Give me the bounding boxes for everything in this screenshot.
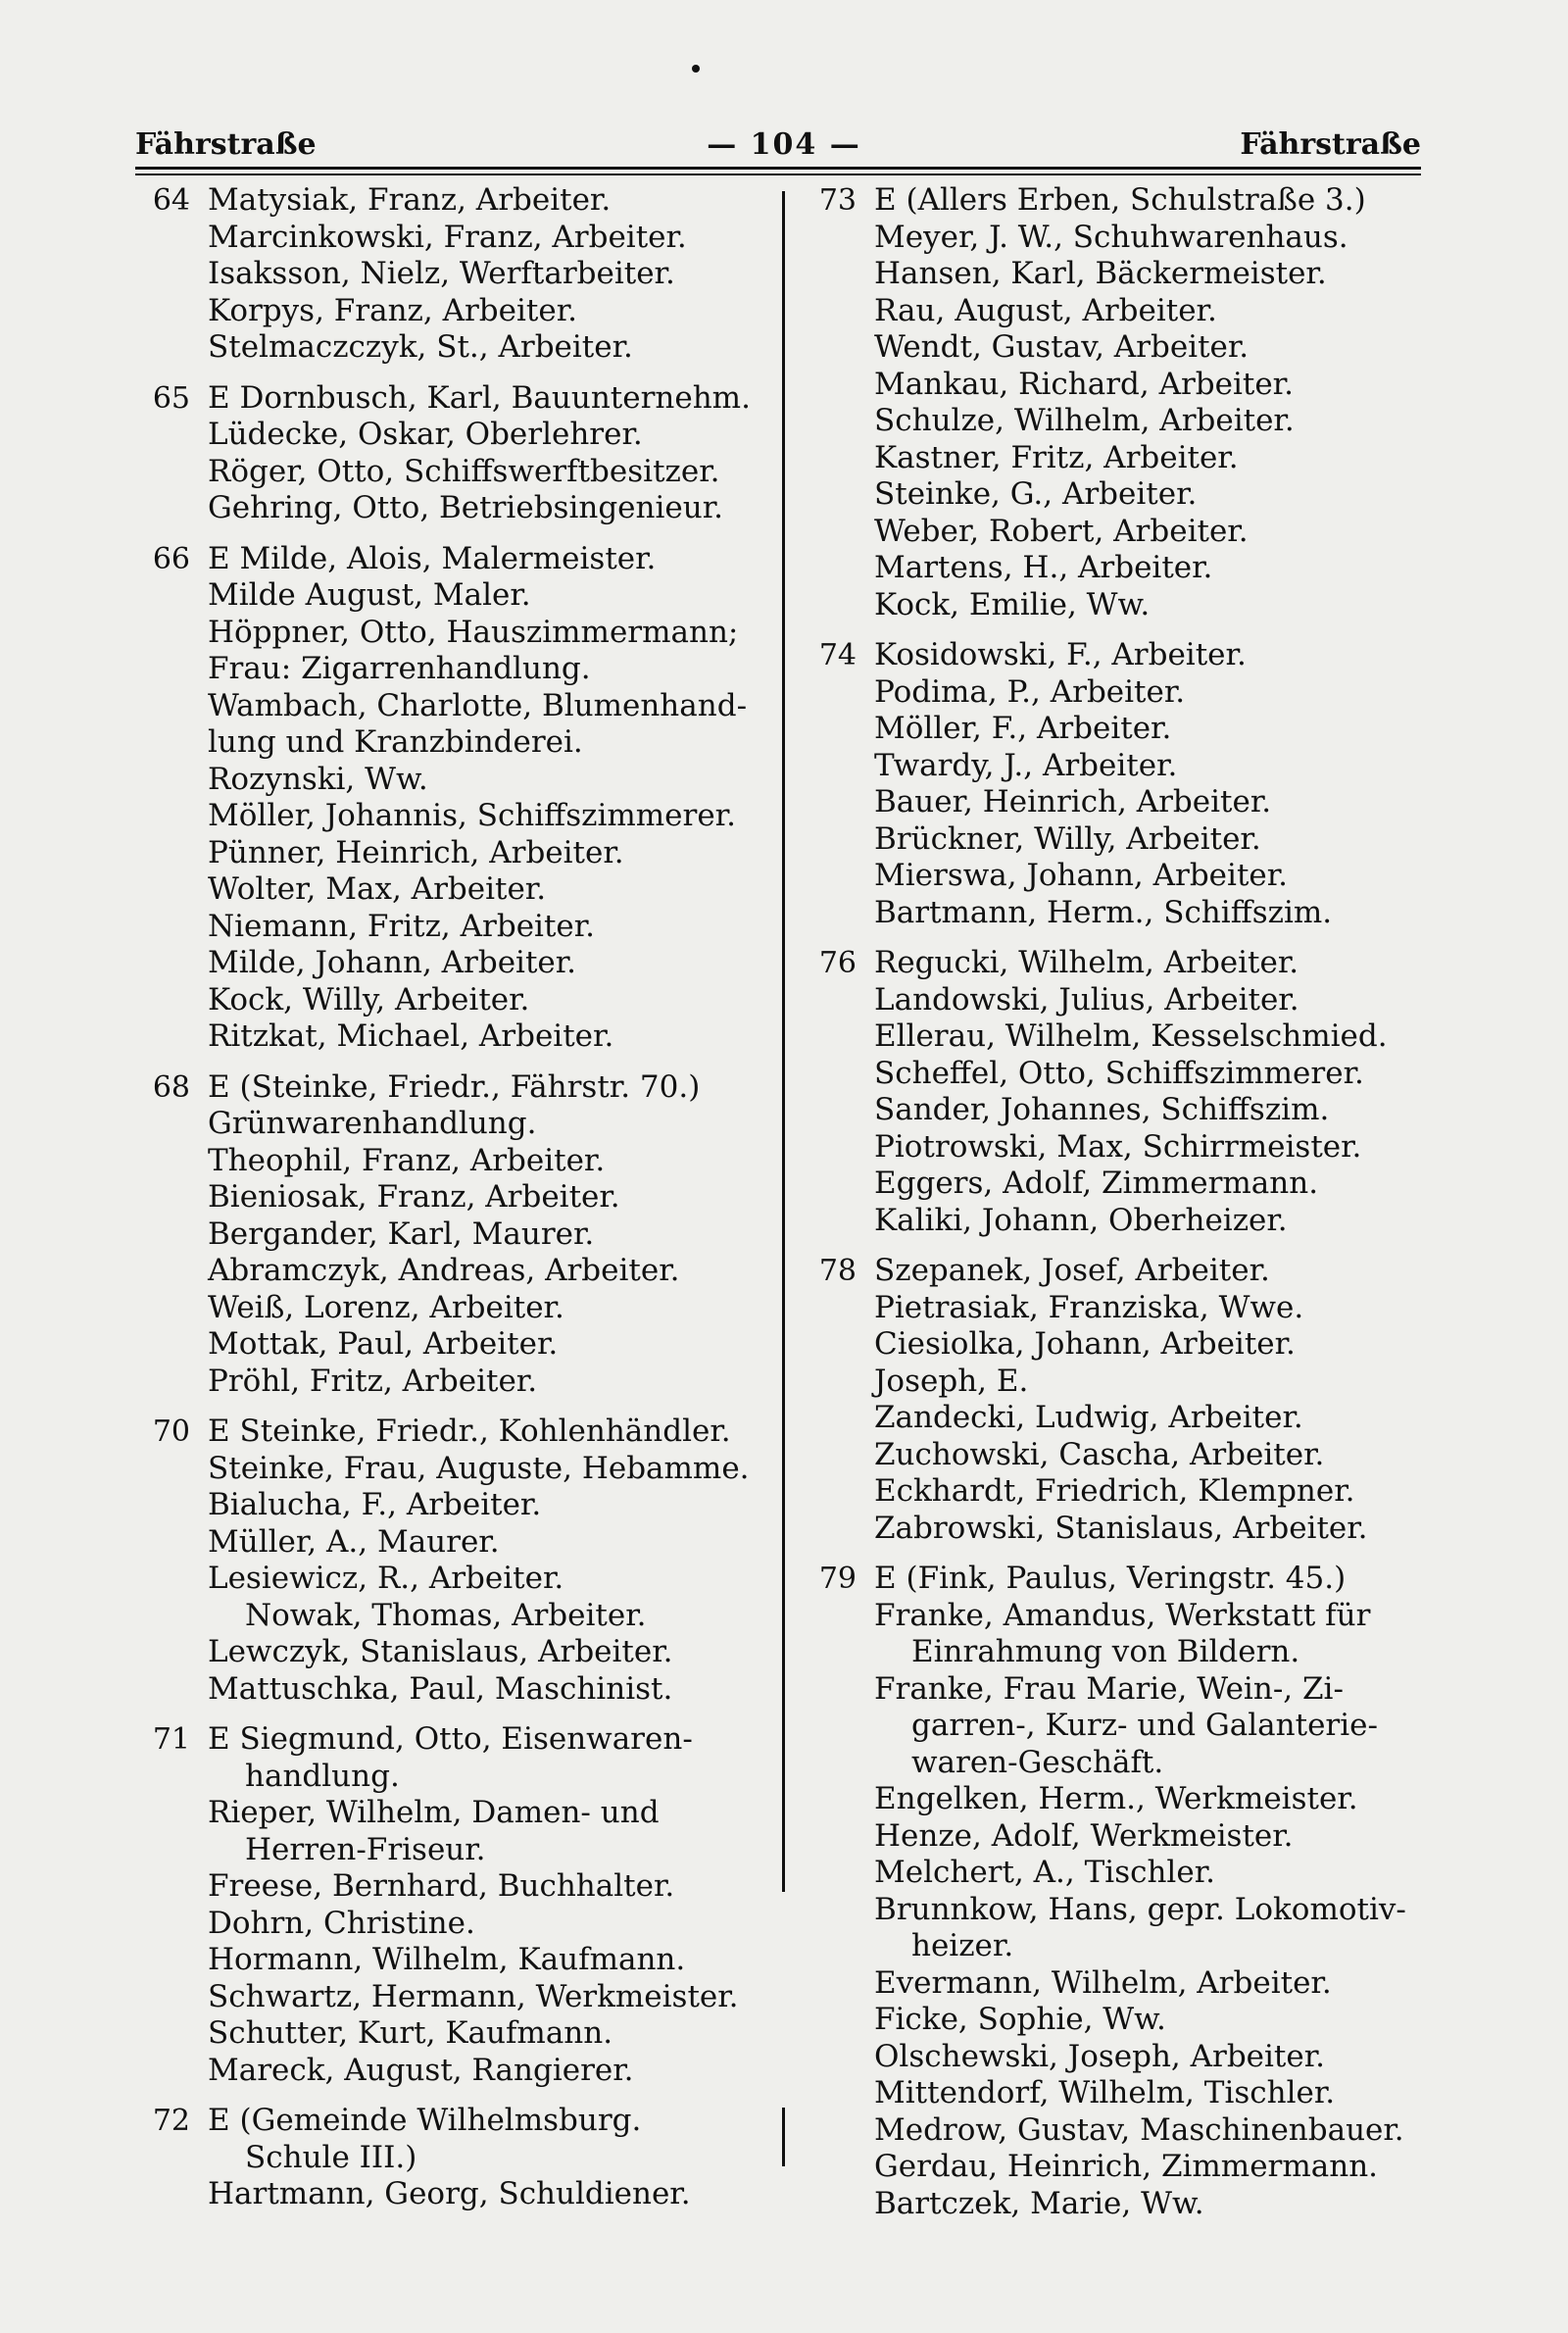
resident-line: Regucki, Wilhelm, Arbeiter. bbox=[874, 945, 1299, 980]
resident-line: Mattuschka, Paul, Maschinist. bbox=[208, 1670, 673, 1707]
resident-list bbox=[208, 2103, 772, 2213]
house-entry bbox=[802, 637, 1429, 931]
resident-line: Möller, Johannis, Schiffszimmerer. bbox=[208, 798, 736, 833]
resident-line: E Dornbusch, Karl, Bauunternehm. bbox=[208, 379, 751, 416]
resident-line: Freese, Bernhard, Buchhalter. bbox=[208, 1868, 675, 1904]
resident-line: Lüdecke, Oskar, Oberlehrer. bbox=[208, 417, 643, 452]
resident-line: Wolter, Max, Arbeiter. bbox=[208, 871, 547, 907]
resident-line: Bieniosak, Franz, Arbeiter. bbox=[208, 1179, 620, 1215]
resident-line: Dohrn, Christine. bbox=[208, 1905, 475, 1941]
house-entry bbox=[135, 1721, 772, 2089]
resident-line: Mankau, Richard, Arbeiter. bbox=[874, 366, 1294, 402]
resident-line: Hansen, Karl, Bäckermeister. bbox=[874, 256, 1327, 291]
resident-list bbox=[874, 1253, 1429, 1547]
resident-line: E Milde, Alois, Malermeister. bbox=[208, 540, 657, 576]
resident-line: Hormann, Wilhelm, Kaufmann. bbox=[208, 1942, 686, 1977]
resident-line: Einrahmung von Bildern. bbox=[911, 1634, 1300, 1669]
resident-line: Mittendorf, Wilhelm, Tischler. bbox=[874, 2075, 1336, 2110]
resident-line: Mierswa, Johann, Arbeiter. bbox=[874, 858, 1289, 893]
resident-line: Pünner, Heinrich, Arbeiter. bbox=[208, 834, 624, 870]
resident-line: Podima, P., Arbeiter. bbox=[874, 673, 1186, 710]
resident-line: Milde August, Maler. bbox=[208, 577, 531, 613]
resident-line: Röger, Otto, Schiffswerftbesitzer. bbox=[208, 453, 720, 489]
resident-line: Landowski, Julius, Arbeiter. bbox=[874, 981, 1299, 1018]
resident-line: Pröhl, Fritz, Arbeiter. bbox=[208, 1363, 538, 1399]
resident-line: Zandecki, Ludwig, Arbeiter. bbox=[874, 1400, 1303, 1435]
resident-line: Hartmann, Georg, Schuldiener. bbox=[208, 2176, 691, 2211]
resident-line: E Siegmund, Otto, Eisenwaren- bbox=[208, 1721, 693, 1757]
resident-line: Abramczyk, Andreas, Arbeiter. bbox=[208, 1253, 680, 1288]
house-entry bbox=[135, 1069, 772, 1401]
resident-line: Stelmaczczyk, St., Arbeiter. bbox=[208, 329, 633, 365]
header-rule bbox=[135, 167, 1421, 170]
house-number: 72 bbox=[152, 2104, 190, 2138]
resident-list bbox=[874, 182, 1429, 623]
house-entry bbox=[135, 380, 772, 527]
resident-line: Rau, August, Arbeiter. bbox=[874, 292, 1217, 328]
resident-line: Joseph, E. bbox=[874, 1363, 1029, 1399]
house-number: 70 bbox=[152, 1415, 190, 1449]
house-entry bbox=[135, 541, 772, 1056]
resident-list bbox=[874, 1561, 1429, 2222]
resident-line: waren-Geschäft. bbox=[911, 1744, 1164, 1780]
house-entry bbox=[135, 1414, 772, 1708]
house-number: 76 bbox=[818, 946, 857, 980]
resident-line: Theophil, Franz, Arbeiter. bbox=[208, 1142, 606, 1178]
resident-line: Melchert, A., Tischler. bbox=[874, 1855, 1215, 1890]
resident-line: Ritzkat, Michael, Arbeiter. bbox=[208, 1018, 614, 1054]
resident-line: Franke, Amandus, Werkstatt für bbox=[874, 1597, 1371, 1633]
resident-line: Brunnkow, Hans, gepr. Lokomotiv- bbox=[874, 1891, 1406, 1927]
resident-list bbox=[208, 1721, 772, 2089]
resident-line: Kastner, Fritz, Arbeiter. bbox=[874, 439, 1239, 475]
house-entry bbox=[135, 2103, 772, 2213]
resident-line: Szepanek, Josef, Arbeiter. bbox=[874, 1253, 1270, 1288]
resident-list bbox=[208, 1414, 772, 1708]
resident-line: Kaliki, Johann, Oberheizer. bbox=[874, 1202, 1288, 1238]
resident-list bbox=[208, 541, 772, 1056]
resident-line: E (Gemeinde Wilhelmsburg. bbox=[208, 2103, 642, 2138]
resident-line: Höppner, Otto, Hauszimmermann; bbox=[208, 614, 739, 650]
resident-line: Ellerau, Wilhelm, Kesselschmied. bbox=[874, 1018, 1388, 1054]
resident-line: Pietrasiak, Franziska, Wwe. bbox=[874, 1289, 1304, 1325]
resident-line: E (Fink, Paulus, Veringstr. 45.) bbox=[874, 1561, 1347, 1596]
resident-line: Schule III.) bbox=[245, 2139, 417, 2175]
page-number: — 104 — bbox=[707, 127, 861, 162]
house-entry bbox=[135, 182, 772, 367]
resident-line: Wendt, Gustav, Arbeiter. bbox=[874, 329, 1250, 365]
resident-line: Martens, H., Arbeiter. bbox=[874, 550, 1213, 585]
resident-line: Bauer, Heinrich, Arbeiter. bbox=[874, 784, 1272, 819]
resident-line: Schwartz, Hermann, Werkmeister. bbox=[208, 1978, 739, 2014]
resident-line: Matysiak, Franz, Arbeiter. bbox=[208, 182, 612, 218]
resident-line: Weiß, Lorenz, Arbeiter. bbox=[208, 1289, 564, 1325]
house-number: 64 bbox=[152, 183, 190, 218]
resident-line: E Steinke, Friedr., Kohlenhändler. bbox=[208, 1414, 731, 1449]
resident-line: Eckhardt, Friedrich, Klempner. bbox=[874, 1473, 1355, 1509]
resident-line: Niemann, Fritz, Arbeiter. bbox=[208, 908, 596, 944]
house-entry bbox=[802, 1561, 1429, 2222]
house-number: 78 bbox=[818, 1254, 857, 1288]
resident-line: Meyer, J. W., Schuhwarenhaus. bbox=[874, 219, 1348, 255]
resident-line: Zuchowski, Cascha, Arbeiter. bbox=[874, 1436, 1325, 1472]
left-column bbox=[135, 182, 772, 2227]
resident-line: Piotrowski, Max, Schirrmeister. bbox=[874, 1128, 1362, 1165]
resident-line: E (Allers Erben, Schulstraße 3.) bbox=[874, 182, 1366, 218]
header-street-left: Fährstraße bbox=[135, 127, 317, 162]
resident-line: Gerdau, Heinrich, Zimmermann. bbox=[874, 2149, 1379, 2184]
resident-line: Weber, Robert, Arbeiter. bbox=[874, 513, 1249, 549]
header-street-right: Fährstraße bbox=[1240, 127, 1421, 162]
column-divider bbox=[782, 191, 785, 1892]
resident-line: Kock, Emilie, Ww. bbox=[874, 586, 1151, 622]
resident-line: Engelken, Herm., Werkmeister. bbox=[874, 1781, 1358, 1816]
house-entry bbox=[802, 945, 1429, 1239]
resident-line: Milde, Johann, Arbeiter. bbox=[208, 945, 577, 980]
resident-line: Twardy, J., Arbeiter. bbox=[874, 747, 1178, 783]
resident-line: Olschewski, Joseph, Arbeiter. bbox=[874, 2038, 1326, 2074]
house-entry bbox=[802, 1253, 1429, 1547]
house-number: 66 bbox=[152, 541, 190, 576]
house-entry bbox=[802, 182, 1429, 623]
resident-line: Korpys, Franz, Arbeiter. bbox=[208, 292, 577, 328]
resident-line: Steinke, G., Arbeiter. bbox=[874, 476, 1198, 512]
resident-line: Eggers, Adolf, Zimmermann. bbox=[874, 1166, 1319, 1201]
resident-line: E (Steinke, Friedr., Fährstr. 70.) bbox=[208, 1068, 701, 1105]
resident-list bbox=[208, 182, 772, 367]
house-number: 68 bbox=[152, 1069, 190, 1105]
resident-line: Kosidowski, F., Arbeiter. bbox=[874, 637, 1247, 672]
resident-list bbox=[874, 945, 1429, 1239]
resident-line: heizer. bbox=[911, 1928, 1014, 1963]
resident-line: Bialucha, F., Arbeiter. bbox=[208, 1487, 542, 1522]
resident-line: Gehring, Otto, Betriebsingenieur. bbox=[208, 490, 723, 525]
resident-line: Henze, Adolf, Werkmeister. bbox=[874, 1817, 1294, 1854]
resident-line: Herren-Friseur. bbox=[245, 1831, 486, 1867]
header-rule-thin bbox=[135, 174, 1421, 175]
resident-line: Mottak, Paul, Arbeiter. bbox=[208, 1326, 559, 1362]
print-dot bbox=[692, 65, 700, 73]
resident-line: Müller, A., Maurer. bbox=[208, 1523, 500, 1560]
resident-line: Bergander, Karl, Maurer. bbox=[208, 1216, 595, 1252]
resident-line: Rozynski, Ww. bbox=[208, 761, 428, 797]
resident-line: Steinke, Frau, Auguste, Hebamme. bbox=[208, 1450, 750, 1486]
resident-line: Rieper, Wilhelm, Damen- und bbox=[208, 1795, 660, 1830]
resident-line: Möller, F., Arbeiter. bbox=[874, 711, 1172, 746]
resident-line: Ficke, Sophie, Ww. bbox=[874, 2002, 1166, 2037]
resident-line: Grünwarenhandlung. bbox=[208, 1106, 537, 1141]
house-number: 79 bbox=[818, 1562, 857, 1596]
resident-line: Schutter, Kurt, Kaufmann. bbox=[208, 2015, 613, 2051]
column-divider-lower bbox=[782, 2108, 785, 2166]
resident-line: Lesiewicz, R., Arbeiter. bbox=[208, 1561, 564, 1596]
resident-line: garren-, Kurz- und Galanterie- bbox=[911, 1708, 1378, 1743]
resident-line: Nowak, Thomas, Arbeiter. bbox=[245, 1597, 647, 1633]
resident-line: Ciesiolka, Johann, Arbeiter. bbox=[874, 1326, 1296, 1362]
right-column bbox=[802, 182, 1429, 2236]
resident-line: Marcinkowski, Franz, Arbeiter. bbox=[208, 219, 687, 255]
resident-line: Bartmann, Herm., Schiffszim. bbox=[874, 894, 1333, 930]
resident-line: Kock, Willy, Arbeiter. bbox=[208, 981, 530, 1018]
resident-line: Scheffel, Otto, Schiffszimmerer. bbox=[874, 1055, 1364, 1091]
resident-line: Wambach, Charlotte, Blumenhand- bbox=[208, 687, 748, 723]
house-number: 74 bbox=[818, 638, 857, 672]
resident-list bbox=[874, 637, 1429, 931]
resident-line: Brückner, Willy, Arbeiter. bbox=[874, 820, 1261, 857]
resident-line: Zabrowski, Stanislaus, Arbeiter. bbox=[874, 1510, 1368, 1546]
resident-list bbox=[208, 380, 772, 527]
resident-list bbox=[208, 1069, 772, 1401]
resident-line: handlung. bbox=[245, 1758, 400, 1794]
house-number: 73 bbox=[818, 183, 857, 218]
resident-line: Schulze, Wilhelm, Arbeiter. bbox=[874, 403, 1295, 438]
resident-line: Bartczek, Marie, Ww. bbox=[874, 2185, 1204, 2221]
resident-line: Evermann, Wilhelm, Arbeiter. bbox=[874, 1964, 1332, 2001]
house-number: 71 bbox=[152, 1722, 190, 1757]
resident-line: lung und Kranzbinderei. bbox=[208, 724, 583, 760]
resident-line: Frau: Zigarrenhandlung. bbox=[208, 651, 591, 686]
resident-line: Isaksson, Nielz, Werftarbeiter. bbox=[208, 256, 675, 291]
resident-line: Mareck, August, Rangierer. bbox=[208, 2052, 634, 2088]
resident-line: Lewczyk, Stanislaus, Arbeiter. bbox=[208, 1634, 673, 1669]
resident-line: Franke, Frau Marie, Wein-, Zi- bbox=[874, 1670, 1344, 1707]
resident-line: Sander, Johannes, Schiffszim. bbox=[874, 1092, 1330, 1127]
resident-line: Medrow, Gustav, Maschinenbauer. bbox=[874, 2111, 1404, 2148]
house-number: 65 bbox=[152, 380, 190, 416]
